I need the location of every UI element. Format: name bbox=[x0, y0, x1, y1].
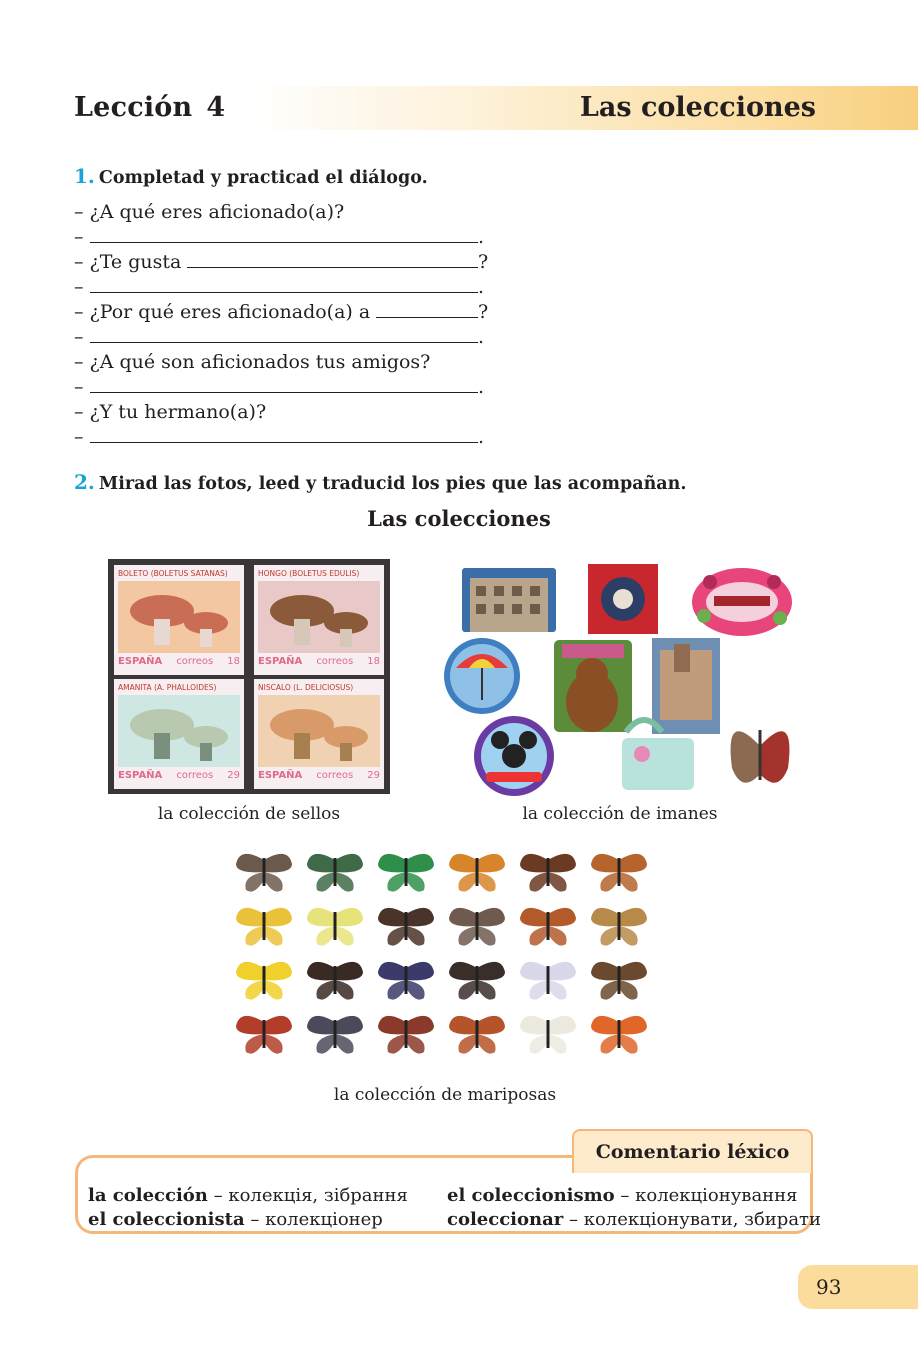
building-magnet-icon bbox=[462, 568, 556, 632]
dialog-line bbox=[74, 350, 504, 375]
butterfly-icon bbox=[303, 956, 367, 1004]
stamp-caption: HONGO (BOLETUS EDULIS) bbox=[258, 569, 360, 578]
stamp-post: correos bbox=[176, 656, 214, 667]
lesson-number: 4 bbox=[206, 92, 226, 123]
vocab-term: el coleccionista bbox=[88, 1209, 245, 1230]
answer-blank[interactable] bbox=[90, 275, 479, 293]
dialog-line bbox=[74, 200, 504, 225]
butterfly-icon bbox=[374, 1010, 438, 1058]
butterfly-icon bbox=[587, 1010, 651, 1058]
vocab-term: el coleccionismo bbox=[447, 1185, 615, 1206]
dialog-line bbox=[74, 325, 504, 350]
butterfly-icon bbox=[232, 956, 296, 1004]
butterfly-icon bbox=[587, 956, 651, 1004]
exercise-2-heading bbox=[74, 470, 686, 494]
butterfly-icon bbox=[232, 902, 296, 950]
stamp-country: ESPAÑA bbox=[258, 656, 303, 667]
butterfly-icon bbox=[445, 848, 509, 896]
caption-magnets: la colección de imanes bbox=[522, 804, 718, 824]
vocab-translation: – колекціонер bbox=[244, 1209, 383, 1230]
butterfly-icon bbox=[303, 848, 367, 896]
exercise-2-number: 2. bbox=[74, 470, 95, 494]
lesson-label: Lección bbox=[74, 92, 193, 123]
mushroom-icon bbox=[258, 695, 380, 767]
answer-blank[interactable] bbox=[90, 375, 479, 393]
caption-stamps: la colección de sellos bbox=[157, 804, 341, 824]
stamp bbox=[114, 565, 244, 675]
answer-blank[interactable] bbox=[90, 425, 479, 443]
stamp bbox=[254, 679, 384, 789]
comentario-title: Comentario léxico bbox=[572, 1129, 813, 1173]
butterfly-icon bbox=[445, 1010, 509, 1058]
vocab-entry bbox=[88, 1185, 408, 1206]
butterfly-icon bbox=[303, 902, 367, 950]
dialog-text: – ¿Por qué eres aficionado(a) a bbox=[74, 301, 371, 323]
dialog-text: – bbox=[74, 426, 84, 448]
butterfly-icon bbox=[232, 1010, 296, 1058]
vocab-term: la colección bbox=[88, 1185, 208, 1206]
butterfly-icon bbox=[516, 902, 580, 950]
exercise-1-number: 1. bbox=[74, 164, 95, 188]
butterfly-icon bbox=[587, 848, 651, 896]
butterfly-icon bbox=[374, 956, 438, 1004]
stamp-footer bbox=[258, 656, 380, 667]
stamp-value: 29 bbox=[227, 770, 240, 781]
magnets-illustration bbox=[442, 560, 798, 800]
answer-blank[interactable] bbox=[376, 300, 478, 318]
answer-blank[interactable] bbox=[90, 325, 479, 343]
stamp-value: 29 bbox=[367, 770, 380, 781]
page-number: 93 bbox=[798, 1265, 918, 1309]
dialog-punctuation: . bbox=[478, 376, 485, 398]
vocab-entry bbox=[447, 1185, 798, 1206]
dialog-punctuation: . bbox=[478, 326, 485, 348]
butterfly-icon bbox=[374, 902, 438, 950]
stamp bbox=[254, 565, 384, 675]
vocab-translation: – колекціонування bbox=[614, 1185, 798, 1206]
topic-title: Las colecciones bbox=[579, 92, 816, 123]
stamp-post: correos bbox=[316, 656, 354, 667]
dialog-text: – ¿Te gusta bbox=[74, 251, 182, 273]
dialog-text: – bbox=[74, 326, 84, 348]
dialog-line bbox=[74, 400, 504, 425]
vocab-entry bbox=[88, 1209, 383, 1230]
dialog-line bbox=[74, 225, 504, 250]
stamps-photo bbox=[108, 559, 390, 794]
exercise-1-heading bbox=[74, 164, 428, 188]
dialog-exercise bbox=[74, 200, 504, 450]
vocab-entry bbox=[447, 1209, 821, 1230]
castle-magnet-icon bbox=[652, 638, 720, 734]
mushroom-icon bbox=[118, 581, 240, 653]
stamp-country: ESPAÑA bbox=[118, 656, 163, 667]
bear-magnet-icon bbox=[554, 640, 632, 732]
flower-magnet-icon bbox=[692, 568, 792, 636]
stamp-country: ESPAÑA bbox=[118, 770, 163, 781]
stamp-footer bbox=[118, 770, 240, 781]
stamp-country: ESPAÑA bbox=[258, 770, 303, 781]
answer-blank[interactable] bbox=[187, 250, 478, 268]
dialog-punctuation: . bbox=[478, 226, 485, 248]
dialog-punctuation: . bbox=[478, 426, 485, 448]
butterfly-icon bbox=[587, 902, 651, 950]
butterfly-icon bbox=[445, 956, 509, 1004]
exercise-1-instruction: Completad y practicad el diálogo. bbox=[98, 168, 428, 188]
dialog-line bbox=[74, 250, 504, 275]
stamp-caption: NISCALO (L. DELICIOSUS) bbox=[258, 683, 354, 692]
butterfly-icon bbox=[516, 956, 580, 1004]
exercise-2-instruction: Mirad las fotos, leed y traducid los pies que las acompañan. bbox=[98, 474, 687, 494]
stamp-footer bbox=[258, 770, 380, 781]
collections-title: Las colecciones bbox=[367, 506, 551, 531]
dialog-text: – bbox=[74, 226, 84, 248]
dialog-line bbox=[74, 375, 504, 400]
stamp-footer bbox=[118, 656, 240, 667]
dialog-text: – bbox=[74, 376, 84, 398]
dialog-punctuation: ? bbox=[478, 301, 489, 323]
butterfly-icon bbox=[516, 848, 580, 896]
magnets-photo bbox=[442, 560, 798, 800]
vocab-translation: – колекціонувати, збирати bbox=[563, 1209, 822, 1230]
butterfly-icon bbox=[303, 1010, 367, 1058]
lesson-title bbox=[74, 92, 225, 123]
butterflies-photo bbox=[226, 842, 666, 1064]
dialog-line bbox=[74, 300, 504, 325]
dialog-text: – ¿A qué eres aficionado(a)? bbox=[74, 201, 345, 223]
dialog-line bbox=[74, 275, 504, 300]
square-magnet-icon bbox=[588, 564, 658, 634]
dialog-text: – ¿Y tu hermano(a)? bbox=[74, 401, 267, 423]
cartoon-magnet-icon bbox=[474, 716, 554, 796]
dialog-line bbox=[74, 425, 504, 450]
stamp-caption: AMANITA (A. PHALLOIDES) bbox=[118, 683, 217, 692]
butterfly-icon bbox=[445, 902, 509, 950]
umbrella-magnet-icon bbox=[444, 638, 520, 714]
dialog-text: – bbox=[74, 276, 84, 298]
vocab-translation: – колекція, зібрання bbox=[207, 1185, 408, 1206]
mushroom-icon bbox=[118, 695, 240, 767]
stamp-post: correos bbox=[316, 770, 354, 781]
stamp-value: 18 bbox=[227, 656, 240, 667]
butterfly-icon bbox=[516, 1010, 580, 1058]
caption-butterflies: la colección de mariposas bbox=[333, 1085, 557, 1105]
stamp-caption: BOLETO (BOLETUS SATANAS) bbox=[118, 569, 228, 578]
answer-blank[interactable] bbox=[90, 225, 479, 243]
butterfly-icon bbox=[374, 848, 438, 896]
stamp-value: 18 bbox=[367, 656, 380, 667]
stamp-post: correos bbox=[176, 770, 214, 781]
dialog-punctuation: ? bbox=[478, 251, 489, 273]
mushroom-icon bbox=[258, 581, 380, 653]
dialog-punctuation: . bbox=[478, 276, 485, 298]
dialog-text: – ¿A qué son aficionados tus amigos? bbox=[74, 351, 431, 373]
vocab-term: coleccionar bbox=[447, 1209, 564, 1230]
butterfly-magnet-icon bbox=[731, 730, 790, 783]
stamp bbox=[114, 679, 244, 789]
butterfly-icon bbox=[232, 848, 296, 896]
